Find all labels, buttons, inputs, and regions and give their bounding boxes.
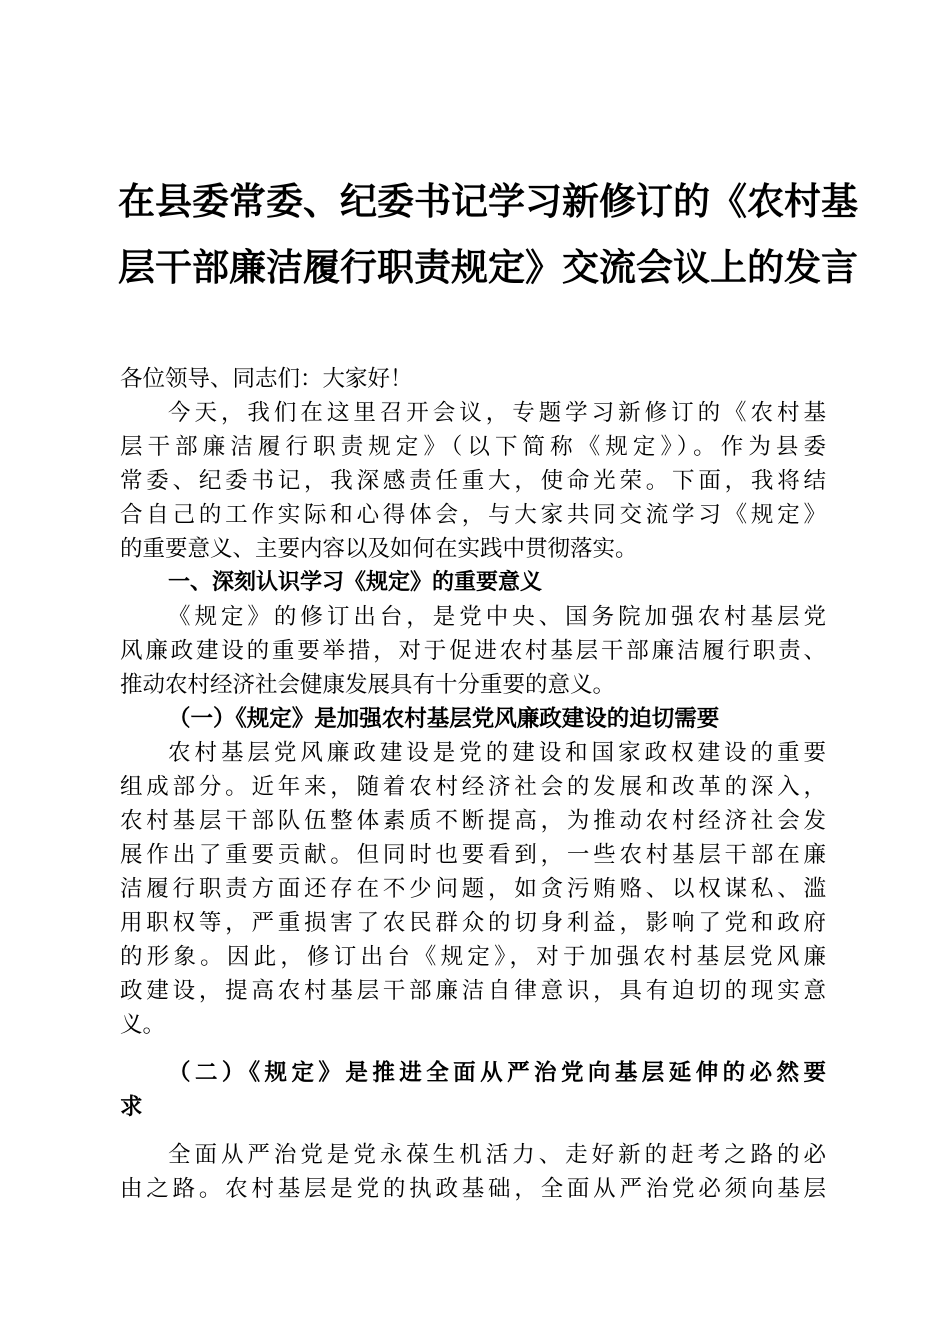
- text-line: 政建设，提高农村基层干部廉洁自律意识，具有迫切的现实意: [120, 978, 826, 1004]
- text-line: 推动农村经济社会健康发展具有十分重要的意义。: [120, 672, 616, 698]
- text-line: 今天，我们在这里召开会议，专题学习新修订的《农村基: [168, 400, 826, 426]
- text-line: 风廉政建设的重要举措，对于促进农村基层干部廉洁履行职责、: [120, 638, 826, 664]
- paragraph-urgent-need: [120, 736, 826, 1042]
- section-heading-1: 一、深刻认识学习《规定》的重要意义: [168, 570, 543, 595]
- title-line-1: 在县委常委、纪委书记学习新修订的《农村基: [118, 179, 858, 223]
- greeting: 各位领导、同志们：大家好！: [120, 366, 413, 392]
- paragraph-intro: [120, 396, 826, 566]
- text-line: 全面从严治党是党永葆生机活力、走好新的赶考之路的必: [168, 1142, 826, 1168]
- text-line: 义。: [120, 1012, 166, 1038]
- text-line: 洁履行职责方面还存在不少问题，如贪污贿赂、以权谋私、滥: [120, 876, 826, 902]
- text-line: 由之路。农村基层是党的执政基础，全面从严治党必须向基层: [120, 1176, 826, 1202]
- text-line: 的形象。因此，修订出台《规定》，对于加强农村基层党风廉: [120, 944, 826, 970]
- text-line: 的重要意义、主要内容以及如何在实践中贯彻落实。: [120, 536, 638, 562]
- heading-line: （二）《规定》是推进全面从严治党向基层延伸的必然要: [168, 1060, 826, 1086]
- text-line: 常委、纪委书记，我深感责任重大，使命光荣。下面，我将结: [120, 468, 826, 494]
- text-line: 农村基层干部队伍整体素质不断提高，为推动农村经济社会发: [120, 808, 826, 834]
- text-line: 层干部廉洁履行职责规定》（以下简称《规定》）。作为县委: [120, 434, 826, 460]
- paragraph-strict-governance: [120, 1138, 826, 1206]
- text-line: 展作出了重要贡献。但同时也要看到，一些农村基层干部在廉: [120, 842, 826, 868]
- document-title: [118, 168, 858, 300]
- text-line: 用职权等，严重损害了农民群众的切身利益，影响了党和政府: [120, 910, 826, 936]
- document-body: [120, 362, 826, 1206]
- spacer: [120, 1124, 826, 1138]
- spacer: [120, 1042, 826, 1056]
- text-line: 农村基层党风廉政建设是党的建设和国家政权建设的重要: [168, 740, 826, 766]
- text-line: 合自己的工作实际和心得体会，与大家共同交流学习《规定》: [120, 502, 826, 528]
- text-line: 《规定》的修订出台，是党中央、国务院加强农村基层党: [168, 604, 826, 630]
- subsection-heading-2: [120, 1056, 826, 1124]
- paragraph-significance: [120, 600, 826, 702]
- title-line-2: 层干部廉洁履行职责规定》交流会议上的发言: [118, 245, 858, 289]
- text-line: 组成部分。近年来，随着农村经济社会的发展和改革的深入，: [120, 774, 826, 800]
- subsection-heading-1: （一）《规定》是加强农村基层党风廉政建设的迫切需要: [168, 706, 720, 732]
- heading-line: 求: [120, 1094, 143, 1120]
